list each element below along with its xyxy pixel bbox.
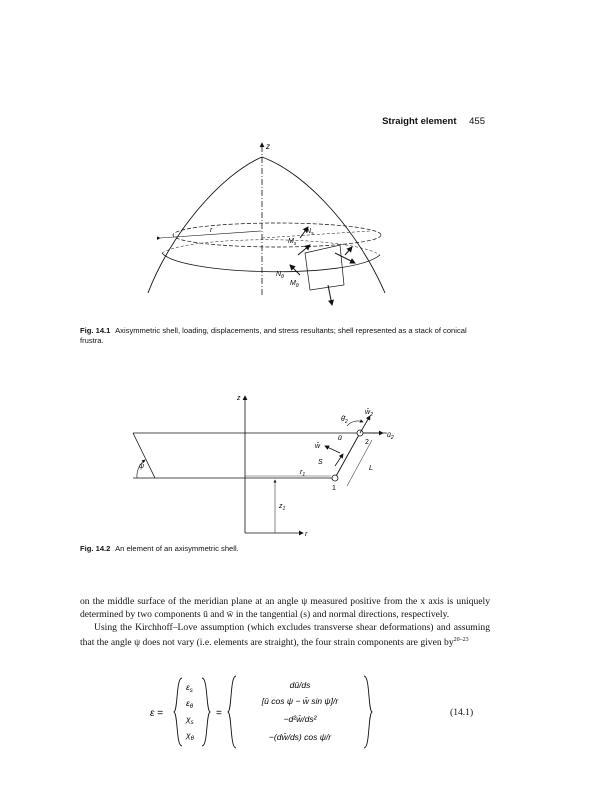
rhs-0: dū/ds bbox=[289, 680, 311, 690]
page-header bbox=[382, 116, 485, 127]
body-text bbox=[80, 595, 490, 649]
theta2-label: $\thetā_2$ bbox=[341, 416, 348, 425]
rhs-brace-left bbox=[228, 676, 236, 748]
vec-1: $\varepsilon_\theta$ bbox=[186, 698, 194, 710]
node-1-label: 1 bbox=[332, 485, 336, 492]
caption-label: Fig. 14.2 bbox=[80, 544, 111, 553]
caption-text: An element of an axisymmetric shell. bbox=[115, 544, 239, 553]
band-left bbox=[133, 433, 155, 478]
paragraph-2: Using the Kirchhoff–Love assumption (which excludes transverse shear deformations) and assuming that the angle ψ does not vary (i.e. elements are straight), the four strain components are given $by^{20-23}$ bbox=[80, 622, 490, 649]
psi-label: ψ bbox=[139, 463, 145, 470]
arrow-load-3 bbox=[345, 247, 352, 255]
figure-14-1 bbox=[140, 135, 400, 315]
arrow-w2 bbox=[360, 416, 370, 433]
vec-brace-left bbox=[174, 678, 182, 746]
rhs-3: −(dw̄/ds) cos ψ/r bbox=[268, 732, 332, 742]
S-label: S bbox=[318, 459, 323, 466]
arrow-w bbox=[325, 446, 340, 453]
vec-0: $\varepsilon_s$ bbox=[186, 682, 193, 694]
page-number: 455 bbox=[469, 116, 485, 127]
z-axis-label: z bbox=[266, 142, 270, 151]
label-Ns: $N_s$ bbox=[306, 228, 314, 237]
node-2-label: 2 bbox=[365, 439, 369, 446]
r-axis-label: r bbox=[305, 531, 308, 538]
label-Ntheta: $N_\theta$ bbox=[276, 271, 284, 280]
figure-14-1-caption bbox=[80, 326, 480, 346]
eq-lhs: ε = bbox=[150, 708, 164, 719]
arrow-S bbox=[335, 454, 343, 466]
u2-label: $ū_2$ bbox=[387, 432, 394, 441]
arrow-Ntheta bbox=[290, 265, 300, 275]
caption-label: Fig. 14.1 bbox=[80, 326, 111, 335]
w-label: w̄ bbox=[315, 443, 321, 450]
eq-equals: = bbox=[216, 708, 222, 719]
reference: 20–23 bbox=[453, 637, 469, 643]
theta2-arc bbox=[347, 421, 363, 426]
equation-14-1 bbox=[150, 672, 490, 752]
label-Mtheta: $M_\theta$ bbox=[290, 280, 299, 289]
rhs-1: [ū cos ψ − w̄ sin ψ]/r bbox=[261, 696, 339, 706]
vec-brace-right bbox=[202, 678, 210, 746]
paragraph-1: on the middle surface of the meridian plane at an angle ψ measured positive from the x axis is uniquely determined by two components ū and w̄ in the tangential (s) and normal directions, respectively. bbox=[80, 596, 490, 620]
w2-label: $w̄_2$ bbox=[365, 409, 373, 418]
rhs-brace-right bbox=[364, 676, 372, 748]
figure-14-2 bbox=[125, 388, 415, 538]
L-label: L bbox=[369, 465, 373, 472]
parallel-circle-lower bbox=[162, 253, 380, 272]
z1-label: $z_1$ bbox=[279, 503, 286, 512]
radius-label: r bbox=[210, 227, 213, 234]
L-dimension bbox=[347, 440, 372, 486]
caption-text: Axisymmetric shell, loading, displacements, and stress resultants; shell represented as a stack of conical frustra. bbox=[80, 326, 467, 345]
label-Ms: $M_s$ bbox=[288, 238, 297, 247]
vec-2: $\chi_s$ bbox=[186, 714, 194, 726]
z-axis-label: z bbox=[237, 395, 241, 402]
shell-outline bbox=[148, 157, 385, 293]
shell-element bbox=[305, 245, 344, 290]
u-label: ū bbox=[338, 435, 342, 442]
equation-number: (14.1) bbox=[450, 707, 474, 718]
r1-label: $r_1$ bbox=[300, 469, 306, 478]
rhs-2: −d²w̄/ds² bbox=[283, 714, 317, 724]
vec-3: $\chi_\theta$ bbox=[186, 730, 194, 742]
arrow-load-2 bbox=[328, 285, 332, 305]
node-1 bbox=[332, 475, 338, 481]
figure-14-2-caption bbox=[80, 544, 480, 554]
section-title: Straight element bbox=[382, 116, 457, 127]
